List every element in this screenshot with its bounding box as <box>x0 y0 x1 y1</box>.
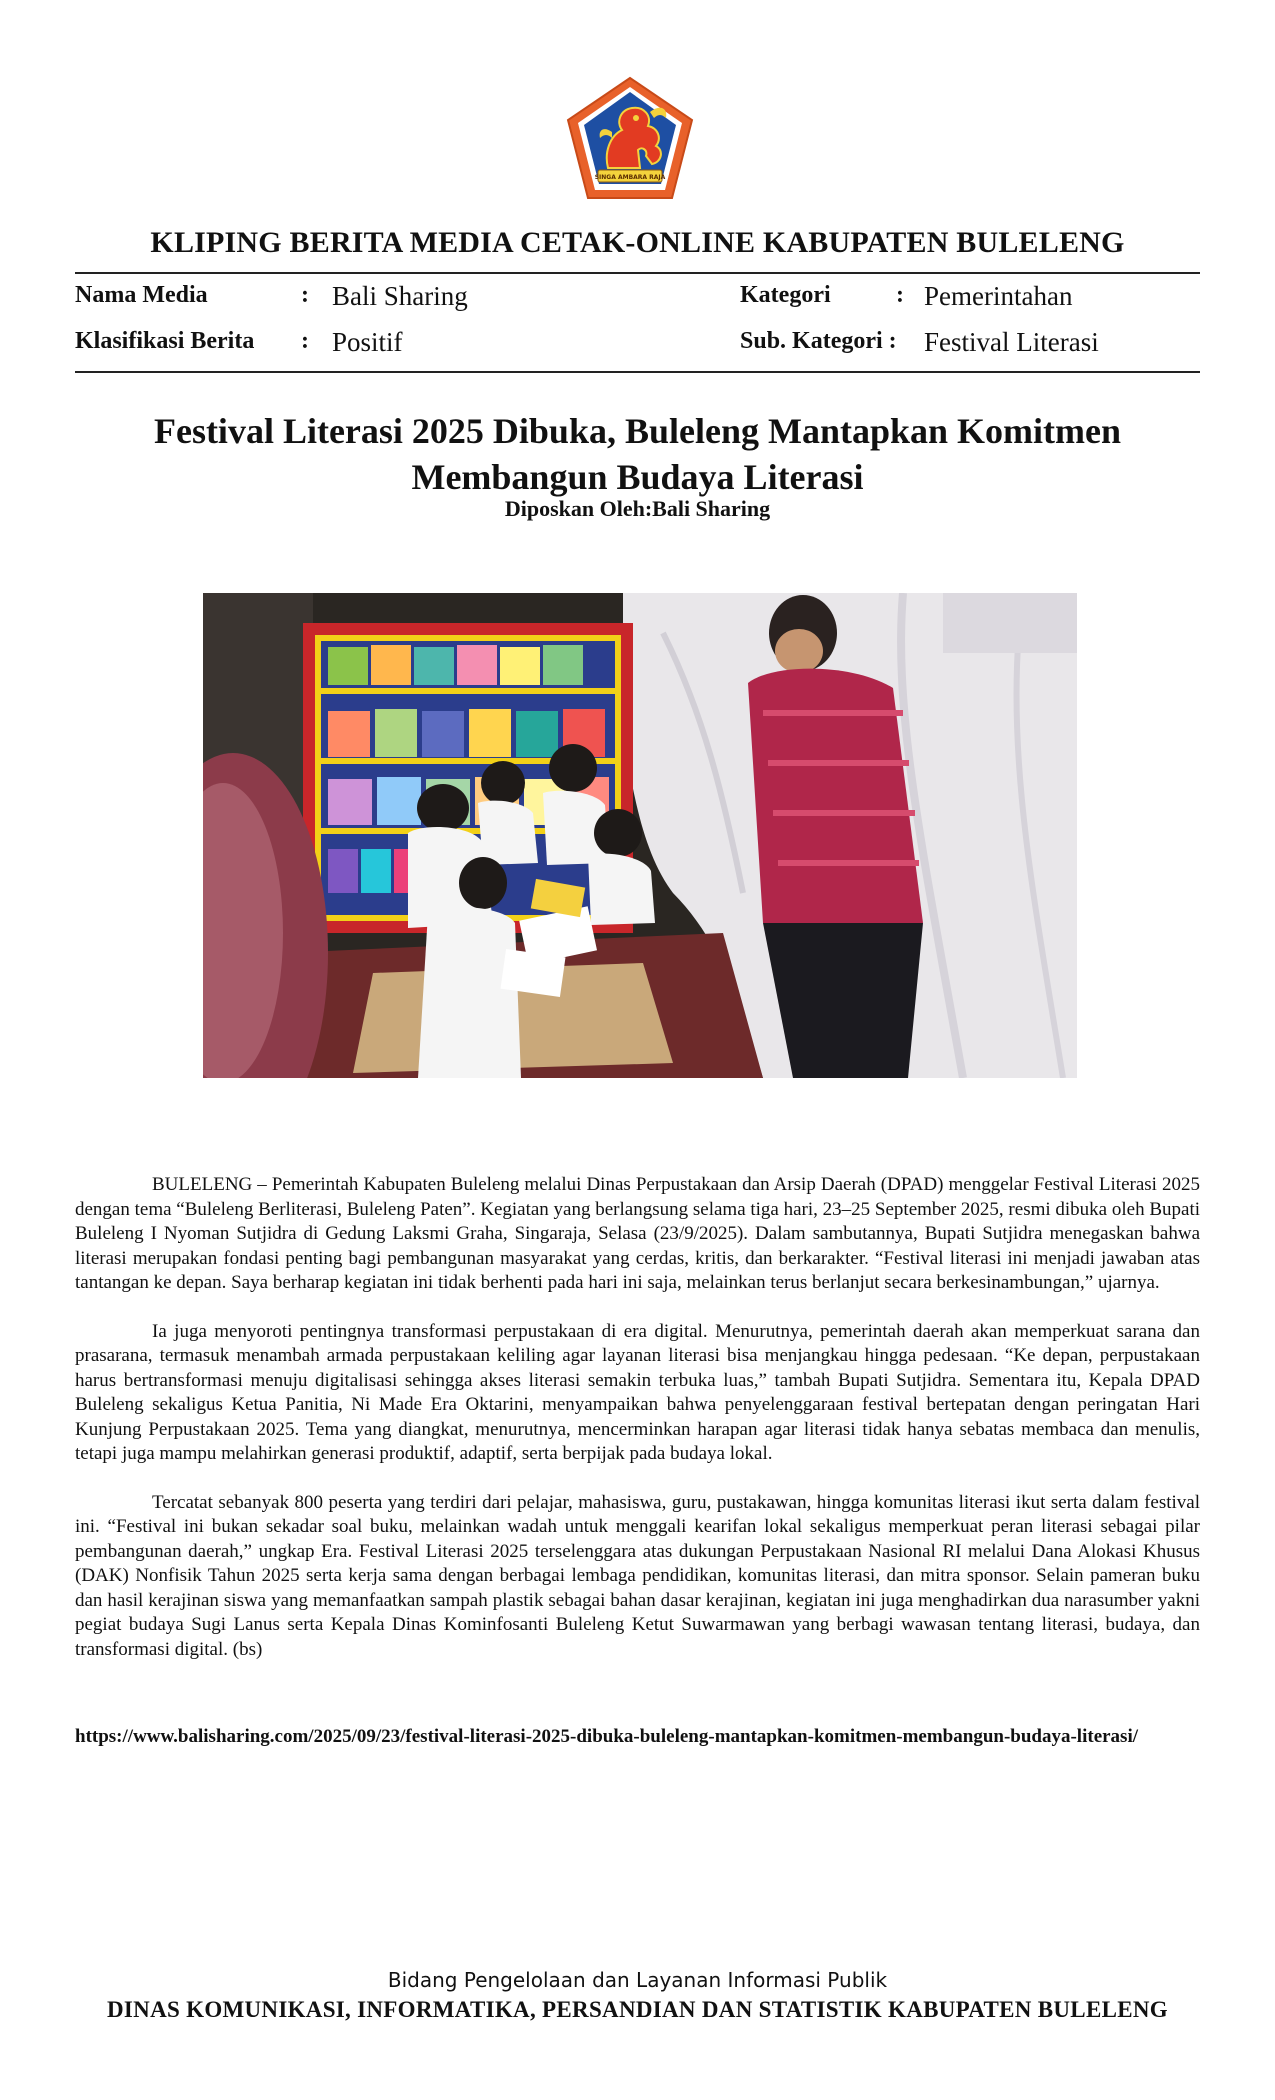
media-name-label: Nama Media <box>75 282 208 308</box>
header-divider-bottom <box>75 371 1200 373</box>
category-value: Pemerintahan <box>924 281 1073 311</box>
regency-emblem-logo <box>564 76 696 200</box>
article-body <box>75 1173 1200 1686</box>
category-colon: : <box>896 282 904 308</box>
document-header-title: KLIPING BERITA MEDIA CETAK-ONLINE KABUPATEN BULELENG <box>150 226 1125 259</box>
article-headline: Festival Literasi 2025 Dibuka, Buleleng Mantapkan Komitmen Membangun Budaya Literasi <box>153 411 1122 497</box>
media-name-value: Bali Sharing <box>332 281 468 311</box>
source-url: https://www.balisharing.com/2025/09/23/festival-literasi-2025-dibuka-buleleng-mantapkan-komitmen-membangun-budaya-literasi/ <box>75 1726 1139 1747</box>
article-photo <box>203 593 1077 1078</box>
subcategory-label: Sub. Kategori : <box>740 328 897 354</box>
footer-division: Bidang Pengelolaan dan Layanan Informasi Publik <box>387 1968 888 1992</box>
article-paragraph: Tercatat sebanyak 800 peserta yang terdiri dari pelajar, mahasiswa, guru, pustakawan, hingga komunitas literasi ikut serta dalam festival ini. “Festival ini bukan sekadar soal buku, melainkan wadah untuk menggali kearifan lokal sekaligus memperkuat peran literasi sebagai pilar pembangunan daerah,” ungkap Era. Festival Literasi 2025 terselenggara atas dukungan Perpustakaan Nasional RI melalui Dana Alokasi Khusus (DAK) Nonfisik Tahun 2025 serta kerja sama dengan berbagai lembaga pendidikan, komunitas literasi, dan mitra sponsor. Selain pameran buku dan hasil kerajinan siswa yang memanfaatkan sampah plastik sebagai bahan dasar kerajinan, kegiatan ini juga menghadirkan dua narasumber yakni pegiat budaya Sugi Lanus serta Kepala Dinas Kominfosanti Buleleng Ketut Suwarmawan yang berbagi wawasan tentang literasi, budaya, dan transformasi digital. (bs) <box>75 1491 1200 1660</box>
classification-colon: : <box>301 328 309 354</box>
category-label: Kategori <box>740 282 831 308</box>
footer-agency: DINAS KOMUNIKASI, INFORMATIKA, PERSANDIAN DAN STATISTIK KABUPATEN BULELENG <box>107 1997 1168 2022</box>
classification-value: Positif <box>332 327 403 357</box>
logo-ribbon-text: SINGA AMBARA RAJA <box>594 174 666 181</box>
article-paragraph: BULELENG – Pemerintah Kabupaten Buleleng melalui Dinas Perpustakaan dan Arsip Daerah (DPAD) menggelar Festival Literasi 2025 dengan tema “Buleleng Berliterasi, Buleleng Paten”. Kegiatan yang berlangsung selama tiga hari, 23–25 September 2025, resmi dibuka oleh Bupati Buleleng I Nyoman Sutjidra di Gedung Laksmi Graha, Singaraja, Selasa (23/9/2025). Dalam sambutannya, Bupati Sutjidra menegaskan bahwa literasi merupakan fondasi penting bagi pembangunan masyarakat yang cerdas, kritis, dan berkarakter. “Festival literasi ini menjadi jawaban atas tantangan ke depan. Saya berharap kegiatan ini tidak berhenti pada hari ini saja, melainkan terus berlanjut secara berkesinambungan,” ujarnya. <box>75 1174 1200 1293</box>
subcategory-value: Festival Literasi <box>924 327 1099 357</box>
media-name-colon: : <box>301 282 309 308</box>
article-paragraph: Ia juga menyoroti pentingnya transformasi perpustakaan di era digital. Menurutnya, pemerintah daerah akan memperkuat sarana dan prasarana, termasuk menambah armada perpustakaan keliling agar layanan literasi bisa menjangkau hingga pedesaan. “Ke depan, perpustakaan harus bertransformasi menuju digitalisasi sehingga akses literasi semakin terbuka luas,” tambah Bupati Sutjidra. Sementara itu, Kepala DPAD Buleleng sekaligus Ketua Panitia, Ni Made Era Oktarini, menyampaikan bahwa penyelenggaraan festival bertepatan dengan peringatan Hari Kunjung Perpustakaan 2025. Tema yang diangkat, menurutnya, mencerminkan harapan agar literasi tidak hanya sebatas membaca dan menulis, tetapi juga mampu melahirkan generasi produktif, adaptif, serta berpijak pada budaya lokal. <box>75 1320 1200 1464</box>
classification-label: Klasifikasi Berita <box>75 328 255 354</box>
header-divider-top <box>75 272 1200 274</box>
article-byline: Diposkan Oleh:Bali Sharing <box>504 496 771 521</box>
